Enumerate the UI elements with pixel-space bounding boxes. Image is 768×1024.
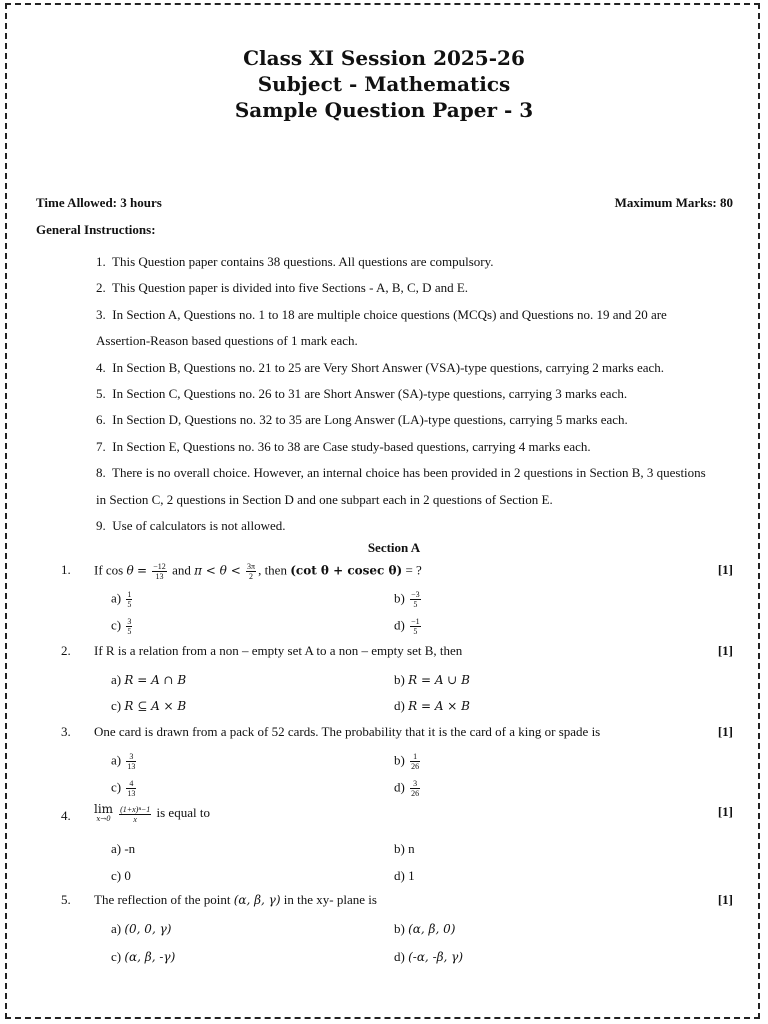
- maximum-marks: Maximum Marks: 80: [614, 195, 733, 210]
- instruction-item: 2. This Question paper is divided into five Sections - A, B, C, D and E.: [96, 280, 469, 296]
- question-text: One card is drawn from a pack of 52 cards. The probability that it is the card of a king or spade is: [94, 724, 601, 739]
- option-d: d) R = A × B: [394, 698, 470, 713]
- option-c: c) (α, β, -γ): [111, 949, 176, 964]
- instruction-item-continued: in Section C, 2 questions in Section D and one subpart each in 2 questions of Section E.: [96, 491, 553, 507]
- instruction-item: 6. In Section D, Questions no. 32 to 35 are Long Answer (LA)-type questions, carrying 5 marks each.: [96, 412, 628, 428]
- option-c: c) 0: [111, 868, 131, 883]
- instruction-item: 4. In Section B, Questions no. 21 to 25 are Very Short Answer (VSA)-type questions, carrying 2 marks each.: [96, 359, 665, 375]
- question-marks: [1]: [717, 804, 733, 819]
- option-c: c) $\frac{4}{13}$: [111, 779, 136, 798]
- general-instructions-title: General Instructions:: [36, 222, 156, 237]
- question-marks: [1]: [717, 562, 733, 577]
- instruction-item: 1. This Question paper contains 38 questions. All questions are compulsory.: [96, 254, 494, 269]
- option-d: d) $\frac{3}{26}$: [394, 779, 420, 798]
- question-number: 5.: [61, 892, 71, 907]
- section-a-title: Section A: [367, 540, 421, 555]
- fraction: $\frac{-12}{13}$: [153, 562, 166, 581]
- option-a: a) $\frac{1}{5}$: [111, 590, 132, 609]
- question-number: 2.: [61, 643, 71, 658]
- question-text: lim x→0 $\frac{\text{(1+x)ⁿ−1}}{x}$ is equal to: [94, 802, 210, 824]
- question-number: 4.: [61, 808, 71, 823]
- paper-title: Sample Question Paper - 3: [234, 98, 534, 122]
- fraction: $\frac{3\pi}{2}$: [247, 562, 256, 581]
- option-b: b) (α, β, 0): [394, 921, 456, 936]
- instruction-item: 7. In Section E, Questions no. 36 to 38 are Case study-based questions, carrying 4 marks each.: [96, 438, 591, 454]
- option-a: a) $\frac{3}{13}$: [111, 752, 136, 771]
- time-allowed: Time Allowed: 3 hours: [36, 195, 162, 210]
- option-c: c) R ⊆ A × B: [111, 698, 187, 713]
- question-marks: [1]: [717, 892, 733, 907]
- option-b: b) R = A ∪ B: [394, 672, 470, 687]
- option-b: b) $\frac{-3}{5}$: [394, 590, 420, 609]
- instruction-item-continued: Assertion-Reason based questions of 1 mark each.: [96, 333, 358, 349]
- option-d: d) $\frac{-1}{5}$: [394, 617, 420, 636]
- question-text: If R is a relation from a non – empty set A to a non – empty set B, then: [94, 643, 463, 658]
- option-b: b) $\frac{1}{26}$: [394, 752, 420, 771]
- instruction-item: 9. Use of calculators is not allowed.: [96, 518, 286, 534]
- option-a: a) -n: [111, 841, 136, 856]
- option-d: d) 1: [394, 868, 415, 883]
- class-session-title: Class XI Session 2025-26: [243, 46, 525, 70]
- fraction: $\frac{\text{(1+x)ⁿ−1}}{x}$: [120, 804, 151, 824]
- question-number: 3.: [61, 724, 71, 739]
- question-marks: [1]: [717, 643, 733, 658]
- question-marks: [1]: [717, 724, 733, 739]
- instructions-list: [96, 249, 736, 539]
- option-a: a) R = A ∩ B: [111, 672, 187, 687]
- subject-title: Subject - Mathematics: [257, 72, 511, 96]
- paper-header: [0, 45, 768, 123]
- instruction-item: 3. In Section A, Questions no. 1 to 18 are multiple choice questions (MCQs) and Questions no. 19 and 20 are: [96, 306, 667, 322]
- instruction-item: 5. In Section C, Questions no. 26 to 31 are Short Answer (SA)-type questions, carrying 3 marks each.: [96, 386, 628, 402]
- option-a: a) (0, 0, γ): [111, 921, 172, 936]
- question-text: The reflection of the point (α, β, γ) in the xy- plane is: [94, 892, 377, 907]
- option-d: d) (-α, -β, γ): [394, 949, 464, 964]
- question-text: If cos θ = $\frac{-12}{13}$ and π < θ < $\frac{3\pi}{2}$ , then (cot θ + cosec θ) = ?: [94, 562, 422, 581]
- option-c: c) $\frac{3}{5}$: [111, 617, 132, 636]
- instruction-item: 8. There is no overall choice. However, an internal choice has been provided in 2 questions in Section B, 3 questions: [96, 465, 706, 481]
- question-number: 1.: [61, 562, 71, 577]
- option-b: b) n: [394, 841, 415, 856]
- limit-operator: lim x→0: [94, 802, 114, 823]
